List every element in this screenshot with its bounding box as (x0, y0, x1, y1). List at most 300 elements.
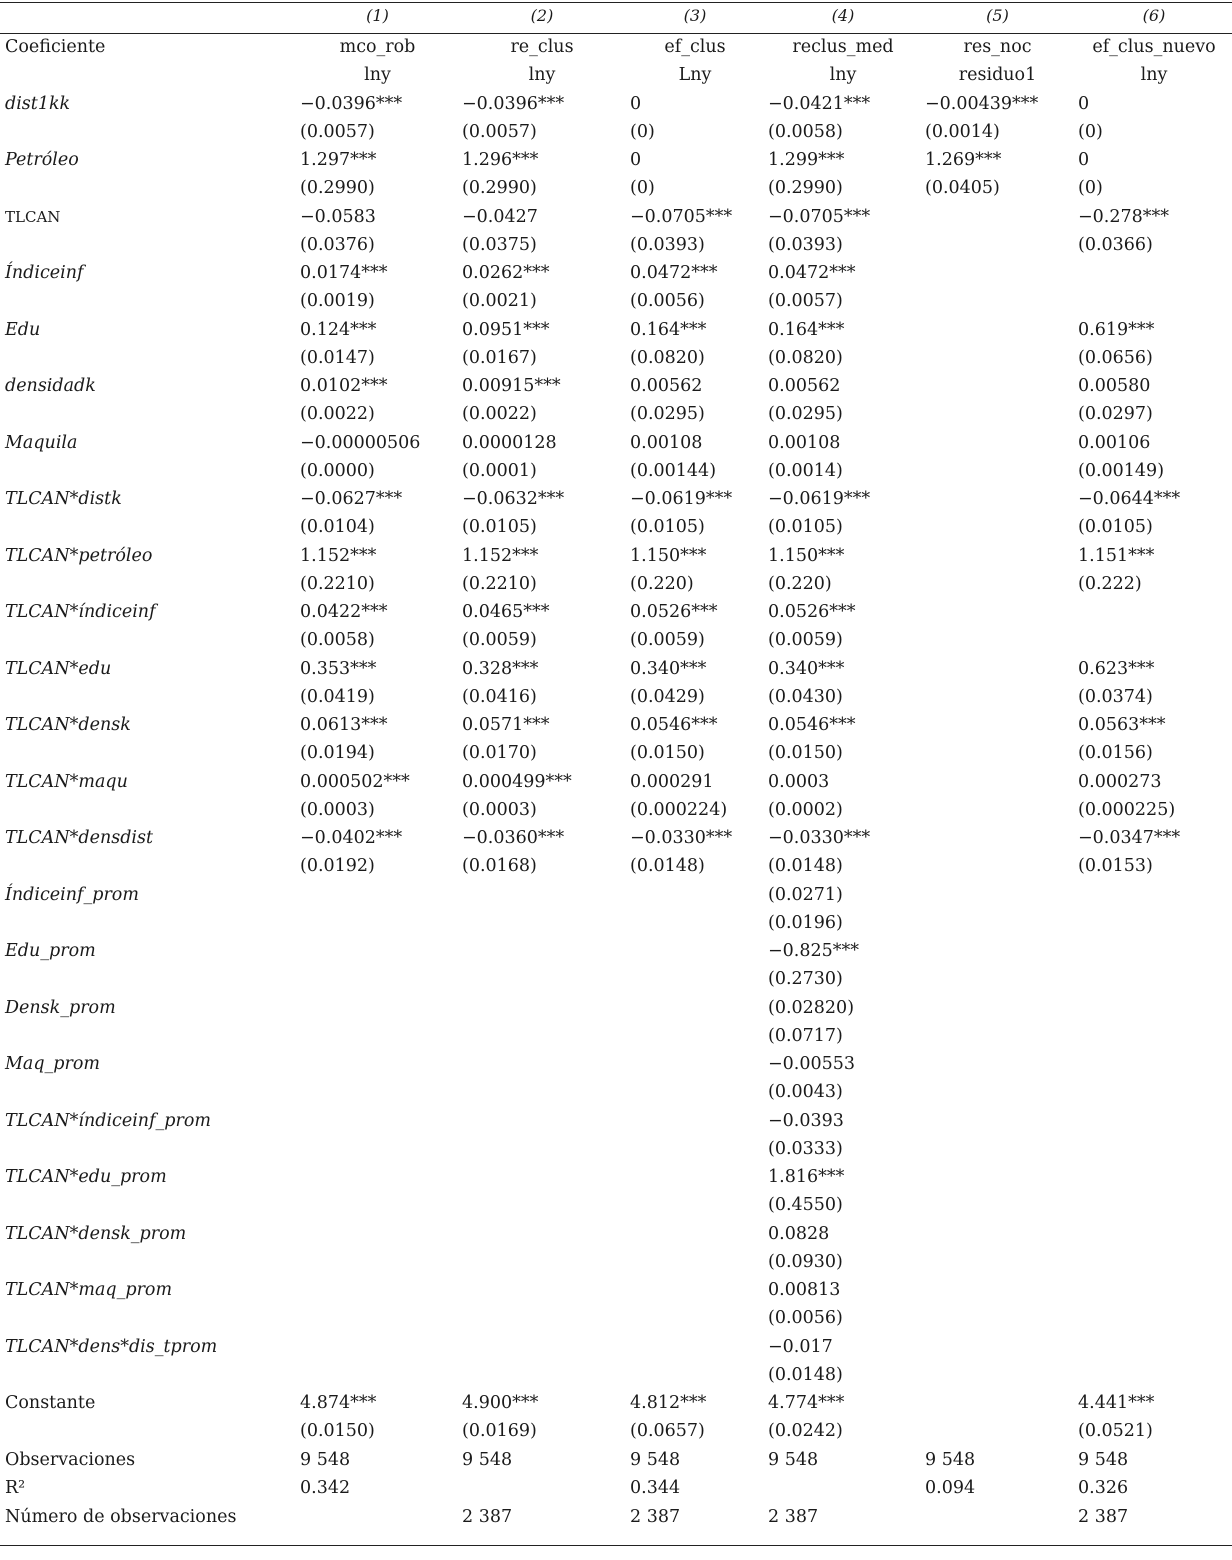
se-cell (1078, 1361, 1230, 1389)
se-row (0, 287, 1232, 315)
se-cell (462, 1191, 622, 1219)
coef-cell (630, 1276, 760, 1304)
model-name-1: mco_rob (339, 37, 416, 57)
coef-cell: 1.150*** (630, 545, 707, 566)
stat-cell (925, 1503, 1070, 1531)
se-cell (630, 1361, 760, 1389)
coef-cell: −0.0627*** (300, 489, 403, 509)
coef-cell (925, 937, 1070, 965)
coef-row (0, 1276, 1232, 1304)
se-cell: (0.00144) (630, 460, 717, 481)
coef-cell: 0.0000128 (462, 432, 557, 453)
coef-row (0, 994, 1232, 1022)
coef-cell: 4.900*** (462, 1393, 539, 1413)
coef-cell: (0.02820) (768, 997, 855, 1018)
coef-cell: −0.0427 (462, 206, 538, 227)
coef-cell (925, 598, 1070, 626)
variable-label: TLCAN*densk_prom (5, 1223, 187, 1244)
coef-cell (300, 1107, 455, 1135)
se-cell: (0.2730) (768, 969, 843, 990)
variable-label: TLCAN*índiceinf (5, 602, 156, 622)
coef-cell (1078, 1050, 1230, 1078)
coef-cell (925, 1389, 1070, 1417)
se-cell: (0.0194) (300, 743, 375, 764)
se-cell: (0.0820) (768, 347, 843, 368)
se-cell: (0.0416) (462, 686, 537, 707)
coef-row (0, 146, 1232, 174)
se-row (0, 344, 1232, 372)
se-cell: (0.0657) (630, 1421, 705, 1442)
se-cell: (0.0057) (300, 121, 375, 142)
variable-label: Petróleo (5, 150, 79, 170)
coef-cell (925, 542, 1070, 570)
model-number-6: (6) (1142, 6, 1166, 25)
se-cell (300, 965, 455, 993)
se-cell (300, 909, 455, 937)
coef-cell: −0.0396*** (300, 93, 403, 114)
se-row (0, 570, 1232, 598)
coef-cell (925, 655, 1070, 683)
se-cell: (0.0002) (768, 799, 843, 820)
coef-cell: 0.0472*** (768, 263, 856, 283)
variable-label: Índiceinf_prom (5, 884, 139, 905)
coef-cell: 0.0563*** (1078, 715, 1166, 735)
coef-cell: −0.0619*** (630, 489, 733, 509)
se-row (0, 1135, 1232, 1163)
coef-cell: 0.0546*** (630, 715, 718, 735)
coef-cell (630, 1333, 760, 1361)
se-cell (630, 1304, 760, 1332)
se-cell: (0.0147) (300, 347, 375, 368)
coef-row (0, 711, 1232, 739)
se-cell: (0.0242) (768, 1421, 843, 1442)
se-cell (925, 852, 1070, 880)
se-row (0, 965, 1232, 993)
se-cell (300, 1304, 455, 1332)
coef-cell (925, 824, 1070, 852)
variable-label: densidadk (5, 376, 96, 396)
se-cell (925, 909, 1070, 937)
coef-cell (300, 881, 455, 909)
se-row (0, 683, 1232, 711)
coef-cell: −0.0421*** (768, 93, 871, 114)
se-cell: (0.0405) (925, 178, 1000, 199)
se-cell (925, 231, 1070, 259)
stat-cell: 2 387 (768, 1506, 819, 1527)
stat-cell: 9 548 (925, 1449, 976, 1470)
coef-row (0, 881, 1232, 909)
coef-row (0, 655, 1232, 683)
stat-label: Observaciones (5, 1449, 136, 1470)
variable-label: TLCAN*petróleo (5, 545, 153, 566)
se-row (0, 626, 1232, 654)
coef-row (0, 372, 1232, 400)
se-cell: (0.0419) (300, 686, 375, 707)
se-cell (300, 1022, 455, 1050)
se-cell: (0.0153) (1078, 856, 1153, 877)
se-cell: (0.0000) (300, 460, 375, 481)
se-cell: (0.0022) (300, 404, 375, 425)
se-cell: (0.220) (630, 573, 694, 594)
coef-cell (462, 1276, 622, 1304)
se-cell: (0.0105) (1078, 517, 1153, 538)
se-cell (925, 1022, 1070, 1050)
coef-cell: 0.000499*** (462, 771, 572, 792)
coef-cell: 1.151*** (1078, 545, 1155, 566)
coef-cell: −0.0402*** (300, 828, 403, 848)
se-cell: (0.0056) (768, 1308, 843, 1329)
se-cell: (0.0156) (1078, 743, 1153, 764)
variable-label: TLCAN*índiceinf_prom (5, 1110, 212, 1131)
coef-cell (630, 881, 760, 909)
se-cell: (0.0168) (462, 856, 537, 877)
coef-cell: 1.299*** (768, 150, 845, 170)
coef-cell: −0.017 (768, 1336, 833, 1357)
coef-cell: −0.0644*** (1078, 489, 1181, 509)
dependent-var-5: residuo1 (958, 65, 1037, 85)
coef-row (0, 316, 1232, 344)
model-name-6: ef_clus_nuevo (1092, 37, 1216, 57)
coef-cell: −0.825*** (768, 941, 860, 961)
coef-cell: 0.0102*** (300, 376, 388, 396)
coef-cell: 0.619*** (1078, 319, 1155, 340)
se-cell: (0.0105) (768, 517, 843, 538)
se-cell (925, 570, 1070, 598)
se-cell: (0.0170) (462, 743, 537, 764)
coef-cell (925, 1220, 1070, 1248)
coef-cell: 0.124*** (300, 319, 377, 340)
coef-cell (925, 1107, 1070, 1135)
se-cell: (0.0014) (768, 460, 843, 481)
se-row (0, 1417, 1232, 1445)
se-cell: (0.0001) (462, 460, 537, 481)
stat-cell: 9 548 (462, 1449, 513, 1470)
se-cell (925, 1078, 1070, 1106)
se-cell: (0.0059) (768, 630, 843, 651)
se-row (0, 513, 1232, 541)
coef-cell: 4.774*** (768, 1393, 845, 1413)
stat-cell: 0.094 (925, 1478, 976, 1498)
se-cell (300, 1248, 455, 1276)
stat-cell: 2 387 (630, 1506, 681, 1527)
se-cell: (0.0930) (768, 1251, 843, 1272)
model-number-4: (4) (831, 6, 855, 25)
coef-cell: −0.0330*** (768, 828, 871, 848)
dependent-var-row (0, 61, 1232, 89)
coef-cell: −0.0619*** (768, 489, 871, 509)
se-cell (1078, 909, 1230, 937)
se-cell (462, 1248, 622, 1276)
se-cell (1078, 965, 1230, 993)
coef-cell (925, 485, 1070, 513)
coef-cell: 0.00108 (768, 432, 841, 453)
coef-cell: 0 (630, 150, 642, 170)
coef-cell: −0.0360*** (462, 828, 565, 848)
coef-cell: 0.0571*** (462, 715, 550, 735)
se-cell (1078, 1304, 1230, 1332)
se-cell (462, 1078, 622, 1106)
stat-cell (300, 1503, 455, 1531)
coef-cell (462, 1333, 622, 1361)
dependent-var-6: lny (1140, 65, 1168, 85)
coef-cell: 0.0951*** (462, 319, 550, 340)
variable-label: TLCAN*maq_prom (5, 1280, 173, 1300)
se-cell (925, 1361, 1070, 1389)
se-cell: (0.0043) (768, 1082, 843, 1103)
se-cell (1078, 1248, 1230, 1276)
coef-row (0, 1107, 1232, 1135)
coef-cell (925, 881, 1070, 909)
se-cell: (0.0150) (300, 1421, 375, 1442)
se-cell (925, 344, 1070, 372)
se-cell: (0.0058) (768, 121, 843, 142)
se-cell (1078, 1191, 1230, 1219)
se-cell: (0.000224) (630, 799, 728, 820)
coef-cell: 1.297*** (300, 150, 377, 170)
coef-cell: 0.164*** (768, 319, 845, 340)
model-number-3: (3) (683, 6, 707, 25)
se-row (0, 118, 1232, 146)
coef-cell: 0.0828 (768, 1223, 830, 1244)
coef-cell: 0.00108 (630, 432, 703, 453)
se-cell: (0.0196) (768, 912, 843, 933)
se-cell (925, 457, 1070, 485)
se-cell: (0.0376) (300, 234, 375, 255)
dependent-var-3: Lny (678, 65, 712, 85)
se-cell (925, 1304, 1070, 1332)
coef-cell (925, 994, 1070, 1022)
coef-cell (925, 1276, 1070, 1304)
coef-cell (925, 1050, 1070, 1078)
model-name-3: ef_clus (664, 37, 726, 57)
coef-cell: 1.152*** (300, 545, 377, 566)
se-cell (925, 1248, 1070, 1276)
coef-cell (630, 1163, 760, 1191)
se-cell: (0.0105) (630, 517, 705, 538)
stat-cell: 0.326 (1078, 1478, 1129, 1498)
coef-cell (630, 994, 760, 1022)
se-cell (925, 400, 1070, 428)
se-row (0, 1022, 1232, 1050)
coef-cell (1078, 1333, 1230, 1361)
coef-cell (1078, 994, 1230, 1022)
coef-cell: 1.269*** (925, 150, 1002, 170)
se-cell: (0.0295) (768, 404, 843, 425)
coef-cell (1078, 881, 1230, 909)
se-cell (1078, 1078, 1230, 1106)
se-cell (462, 1022, 622, 1050)
se-cell: (0.0295) (630, 404, 705, 425)
header-label: Coeficiente (5, 37, 106, 57)
se-cell: (0.0148) (768, 1364, 843, 1385)
variable-label: Maquila (5, 432, 78, 453)
se-cell: (0.00149) (1078, 460, 1165, 481)
se-cell: (0.0105) (462, 517, 537, 538)
coef-cell: 0 (1078, 150, 1090, 170)
se-cell: (0.0150) (630, 743, 705, 764)
coef-cell: 1.296*** (462, 150, 539, 170)
model-name-row (0, 33, 1232, 61)
coef-cell: 4.441*** (1078, 1393, 1155, 1413)
coef-cell: 0.00813 (768, 1280, 841, 1300)
variable-label: TLCAN*distk (5, 489, 122, 509)
coef-cell (630, 1050, 760, 1078)
se-row (0, 909, 1232, 937)
se-cell: (0.0192) (300, 856, 375, 877)
se-cell (1078, 626, 1230, 654)
coef-cell (925, 259, 1070, 287)
stat-cell: 2 387 (1078, 1506, 1129, 1527)
coef-cell: −0.0396*** (462, 93, 565, 114)
se-cell: (0.0014) (925, 121, 1000, 142)
coef-cell (630, 1107, 760, 1135)
se-cell (925, 1417, 1070, 1445)
se-cell (300, 1078, 455, 1106)
se-cell: (0.0366) (1078, 234, 1153, 255)
se-cell (462, 965, 622, 993)
se-cell (300, 1135, 455, 1163)
coef-row (0, 542, 1232, 570)
se-cell: (0.2990) (768, 178, 843, 199)
coef-cell (300, 1050, 455, 1078)
coef-cell (300, 1276, 455, 1304)
stat-row (0, 1503, 1232, 1531)
se-row (0, 852, 1232, 880)
coef-cell: 0.000502*** (300, 771, 410, 792)
se-cell (462, 909, 622, 937)
coef-cell: −0.00439*** (925, 93, 1039, 114)
coef-cell: 0 (1078, 93, 1090, 114)
coef-row (0, 429, 1232, 457)
stat-cell: 9 548 (1078, 1449, 1129, 1470)
model-number-row (0, 2, 1232, 30)
coef-cell: 0.340*** (630, 658, 707, 679)
coef-cell: 1.152*** (462, 545, 539, 566)
se-cell: (0.0059) (462, 630, 537, 651)
dependent-var-1: lny (364, 65, 391, 85)
se-cell: (0.0022) (462, 404, 537, 425)
se-row (0, 1078, 1232, 1106)
coef-cell: 4.874*** (300, 1393, 377, 1413)
coef-cell: −0.0393 (768, 1110, 844, 1131)
se-cell: (0.0150) (768, 743, 843, 764)
se-cell: (0.0021) (462, 291, 537, 312)
se-cell: (0.0057) (768, 291, 843, 312)
se-cell (925, 683, 1070, 711)
coef-cell: 0.353*** (300, 658, 377, 679)
se-cell (300, 1361, 455, 1389)
se-cell: (0.0059) (630, 630, 705, 651)
se-cell: (0) (630, 121, 655, 142)
variable-label: TLCAN*maqu (5, 771, 128, 792)
coef-cell (925, 1333, 1070, 1361)
se-cell (925, 287, 1070, 315)
se-row (0, 1304, 1232, 1332)
coef-cell (300, 1163, 455, 1191)
coef-cell (1078, 598, 1230, 626)
model-number-1: (1) (366, 6, 389, 25)
se-cell: (0.0167) (462, 347, 537, 368)
coef-row (0, 1220, 1232, 1248)
coef-cell: 0.000273 (1078, 771, 1162, 792)
se-cell: (0) (1078, 178, 1103, 199)
se-row (0, 457, 1232, 485)
variable-label: TLCAN*densk (5, 715, 131, 735)
coef-cell: −0.0632*** (462, 489, 565, 509)
se-cell (462, 1304, 622, 1332)
coef-cell: 0.0174*** (300, 263, 388, 283)
coef-cell: 1.816*** (768, 1167, 845, 1187)
variable-label: TLCAN*edu_prom (5, 1167, 167, 1187)
coef-row (0, 937, 1232, 965)
coef-cell (300, 1333, 455, 1361)
coef-cell: 0.0526*** (630, 602, 718, 622)
coef-row (0, 598, 1232, 626)
se-cell (925, 1135, 1070, 1163)
se-cell (462, 1361, 622, 1389)
se-cell (925, 965, 1070, 993)
se-cell (1078, 287, 1230, 315)
coef-cell (1078, 1163, 1230, 1191)
model-name-5: res_noc (963, 37, 1032, 57)
model-number-5: (5) (986, 6, 1009, 25)
se-cell: (0.0430) (768, 686, 843, 707)
stat-cell: 2 387 (462, 1506, 513, 1527)
coef-cell (462, 937, 622, 965)
se-cell (925, 796, 1070, 824)
coef-cell: 0.0422*** (300, 602, 388, 622)
stat-cell: 9 548 (630, 1449, 681, 1470)
coef-cell: 0.0465*** (462, 602, 550, 622)
se-cell: (0.0820) (630, 347, 705, 368)
coef-cell (925, 203, 1070, 231)
se-cell (630, 909, 760, 937)
se-row (0, 1361, 1232, 1389)
se-cell (630, 965, 760, 993)
se-cell: (0.0393) (768, 234, 843, 255)
se-cell: (0.0521) (1078, 1421, 1153, 1442)
coef-row (0, 824, 1232, 852)
coef-row (0, 1389, 1232, 1417)
bottom-rule (0, 1545, 1232, 1546)
stat-row (0, 1474, 1232, 1502)
se-cell: (0.2210) (462, 573, 537, 594)
coef-row (0, 90, 1232, 118)
stat-label: R² (5, 1478, 26, 1498)
se-cell: (0.0148) (768, 856, 843, 877)
se-cell: (0.0333) (768, 1138, 843, 1159)
se-cell: (0) (630, 178, 655, 199)
coef-cell (462, 1107, 622, 1135)
se-cell: (0) (1078, 121, 1103, 142)
coef-cell: 0.0472*** (630, 263, 718, 283)
coef-cell: 0.623*** (1078, 658, 1155, 679)
coef-cell (462, 881, 622, 909)
se-row (0, 1248, 1232, 1276)
se-cell (630, 1022, 760, 1050)
se-cell (630, 1135, 760, 1163)
coef-cell: 4.812*** (630, 1393, 707, 1413)
stat-cell (768, 1474, 918, 1502)
se-cell: (0.2990) (300, 178, 375, 199)
coef-cell: 0.0262*** (462, 263, 550, 283)
variable-label: TLCAN (5, 207, 61, 226)
stat-label: Número de observaciones (5, 1506, 237, 1527)
coef-cell (300, 994, 455, 1022)
se-row (0, 231, 1232, 259)
coef-row (0, 203, 1232, 231)
variable-label: Maq_prom (5, 1054, 101, 1074)
